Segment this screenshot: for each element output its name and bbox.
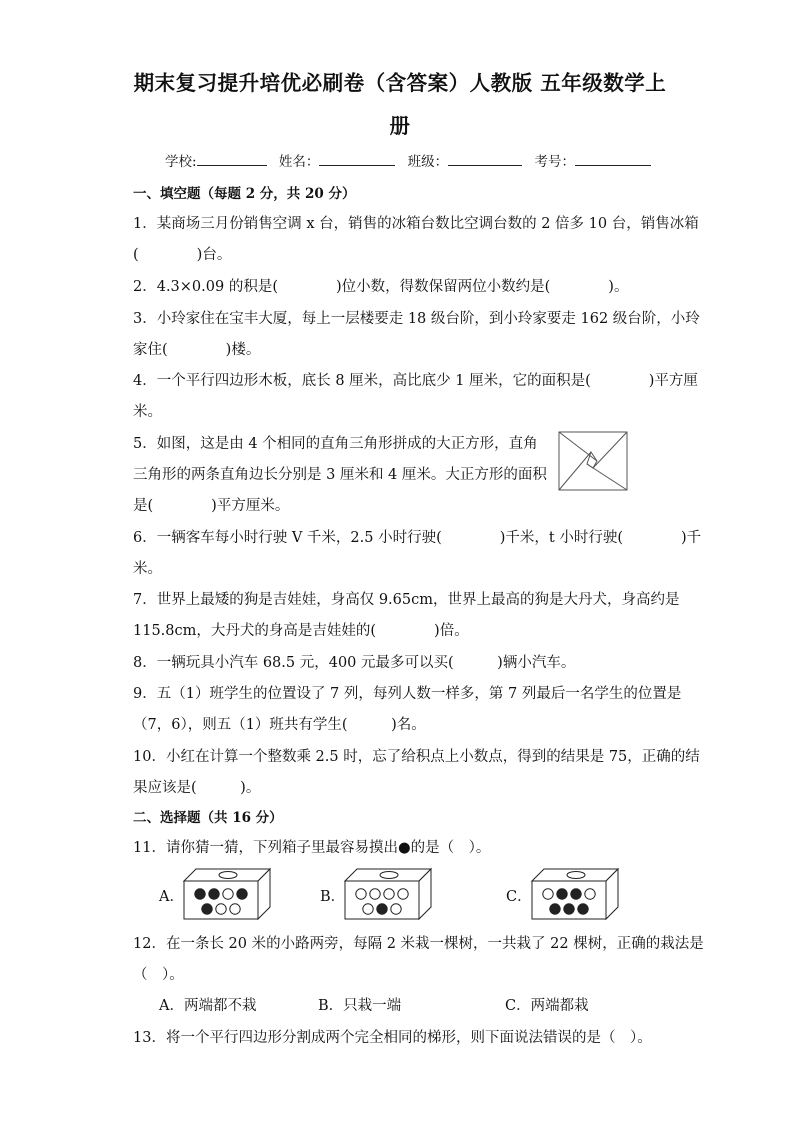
outer-square [559,432,627,490]
ball-black [571,889,581,899]
q11-option-b-label[interactable]: B． [320,889,346,905]
ball-white [391,904,401,914]
q11-option-a-label[interactable]: A． [159,889,184,905]
pinwheel-square-figure [557,430,629,492]
q11-text: 11．请你猜一猜，下列箱子里最容易摸出●的是（ ）。 [133,840,491,856]
section2-heading: 二、选择题（共 16 分） [133,810,283,826]
q3-line2: 家住( )楼。 [133,342,261,358]
ball-white [384,889,394,899]
school-blank[interactable] [197,152,267,166]
box-c-figure[interactable] [530,865,620,921]
q7-line2: 115.8cm，大丹犬的身高是吉娃娃的( )倍。 [133,623,469,639]
q4-line1: 4．一个平行四边形木板，底长 8 厘米，高比底少 1 厘米，它的面积是( )平方厘 [133,373,698,389]
name-blank[interactable] [319,152,395,166]
q7-line1: 7．世界上最矮的狗是吉娃娃，身高仅 9.65cm，世界上最高的狗是大丹犬，身高约是 [133,592,680,608]
ball-black [237,889,247,899]
student-info-row [165,150,659,170]
ball-black [209,889,219,899]
diagonal-segment-1 [559,432,597,461]
ball-black [550,904,560,914]
q1-line2: ( )台。 [133,247,232,263]
ball-white [585,889,595,899]
box-b-figure[interactable] [343,865,433,921]
q9-line1: 9．五（1）班学生的位置设了 7 列，每列人数一样多，第 7 列最后一名学生的位置是 [133,686,682,702]
exam-number-blank[interactable] [575,152,651,166]
ball-black [557,889,567,899]
box-opening [219,872,237,879]
ball-white [370,889,380,899]
section1-heading: 一、填空题（每题 2 分，共 20 分） [133,186,356,202]
q5-line2: 三角形的两条直角边长分别是 3 厘米和 4 厘米。大正方形的面积 [133,467,547,483]
q13-text: 13．将一个平行四边形分割成两个完全相同的梯形，则下面说法错误的是（ ）。 [133,1030,652,1046]
ball-white [543,889,553,899]
diagonal-segment-4 [559,452,591,490]
q4-line2: 米。 [133,404,162,420]
ball-white [363,904,373,914]
q1-line1: 1．某商场三月份销售空调 x 台，销售的冰箱台数比空调台数的 2 倍多 10 台，销售冰箱 [133,216,699,232]
ball-black [564,904,574,914]
q6-line1: 6．一辆客车每小时行驶 V 千米，2.5 小时行驶( )千米，t 小时行驶( )千 [133,530,702,546]
q11-option-c-label[interactable]: C． [506,889,532,905]
q3-line1: 3．小玲家住在宝丰大厦，每上一层楼要走 18 级台阶，到小玲家要走 162 级台阶，小玲 [133,311,700,327]
q2-line1: 2．4.3×0.09 的积是( )位小数，得数保留两位小数约是( )。 [133,279,629,295]
ball-black [377,904,387,914]
q12-line2: （ ）。 [133,967,184,983]
ball-white [398,889,408,899]
ball-white [216,904,226,914]
ball-black [578,904,588,914]
ball-white [356,889,366,899]
ball-white [230,904,240,914]
q12-option-c[interactable]: C．两端都栽 [505,998,589,1014]
q8-line1: 8．一辆玩具小汽车 68.5 元，400 元最多可以买( )辆小汽车。 [133,655,576,671]
q12-option-b[interactable]: B．只栽一端 [318,998,402,1014]
q12-option-a[interactable]: A．两端都不栽 [159,998,257,1014]
q6-line2: 米。 [133,561,162,577]
name-label: 姓名： [278,154,320,170]
exam-number-label: 考号： [534,154,575,170]
q5-line1: 5．如图，这是由 4 个相同的直角三角形拼成的大正方形，直角 [133,436,538,452]
q9-line2: （7，6），则五（1）班共有学生( )名。 [133,717,426,733]
ball-black [195,889,205,899]
q10-line2: 果应该是( )。 [133,780,261,796]
class-blank[interactable] [448,152,522,166]
q10-line1: 10．小红在计算一个整数乘 2.5 时，忘了给积点上小数点，得到的结果是 75，正确的结 [133,749,700,765]
q5-line3: 是( )平方厘米。 [133,498,290,514]
ball-black [202,904,212,914]
q12-line1: 12．在一条长 20 米的小路两旁，每隔 2 米栽一棵树，一共栽了 22 棵树，正确的栽法是 [133,936,704,952]
box-opening [567,872,585,879]
diagonal-segment-2 [593,432,627,468]
class-label: 班级： [407,154,449,170]
box-opening [380,872,398,879]
box-a-figure[interactable] [182,865,272,921]
page-title-line1: 期末复习提升培优必刷卷（含答案）人教版 五年级数学上 [133,71,667,95]
page-title-line2: 册 [389,114,411,138]
school-label: 学校: [165,154,197,170]
ball-white [223,889,233,899]
